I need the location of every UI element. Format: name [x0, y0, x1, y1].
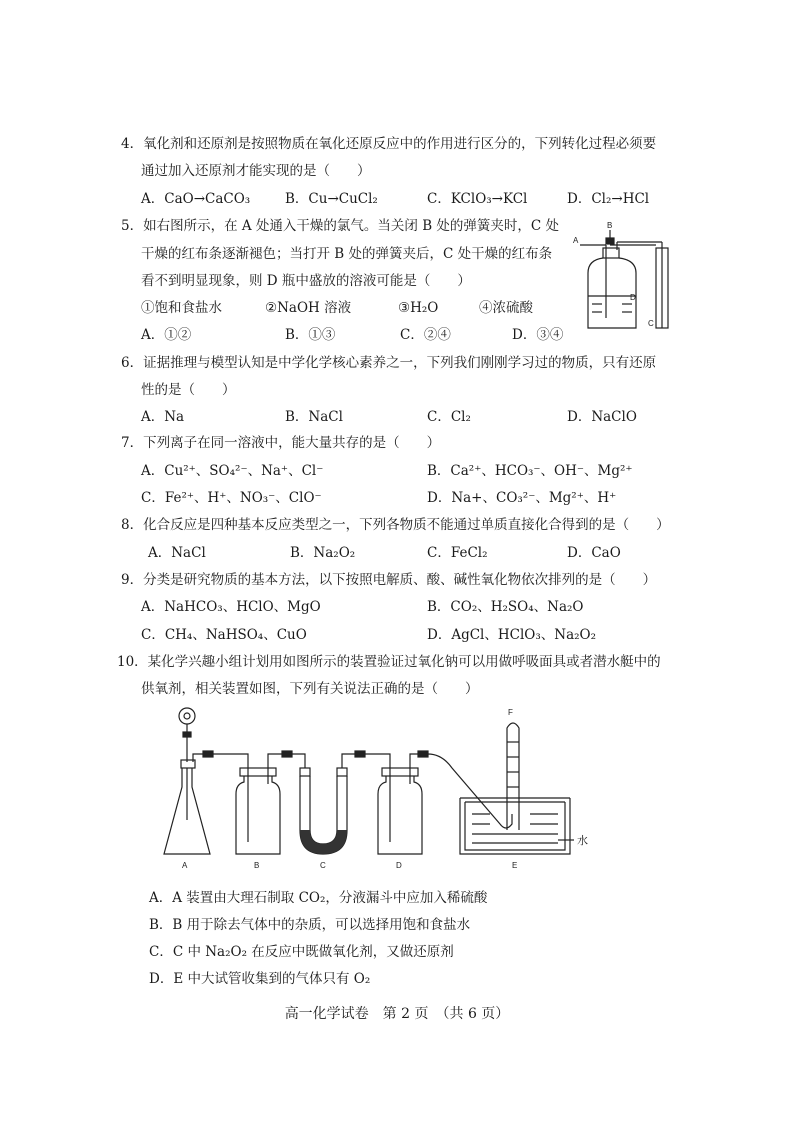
q5-option-b: B．①③ — [285, 327, 336, 343]
q10-apparatus-figure — [160, 702, 600, 870]
q5-stem-line2: 干燥的红布条逐渐褪色；当打开 B 处的弹簧夹后，C 处干燥的红布条 — [141, 246, 553, 262]
q10-stem-line2: 供氧剂，相关装置如图，下列有关说法正确的是（ ） — [141, 681, 479, 697]
q5-option-a: A．①② — [141, 327, 192, 343]
q9-stem: 9．分类是研究物质的基本方法，以下按照电解质、酸、碱性氧化物依次排列的是（ ） — [121, 572, 657, 588]
q4-stem-line1: 4．氧化剂和还原剂是按照物质在氧化还原反应中的作用进行区分的，下列转化过程必须要 — [121, 136, 657, 152]
q10-label-f: F — [508, 708, 513, 717]
q10-option-c: C．C 中 Na₂O₂ 在反应中既做氧化剂，又做还原剂 — [149, 944, 454, 960]
q6-option-a: A．Na — [141, 409, 185, 425]
q5-option-d: D．③④ — [512, 327, 564, 343]
q6-stem-line2: 性的是（ ） — [141, 382, 236, 398]
q10-stem-line1: 10．某化学兴趣小组计划用如图所示的装置验证过氧化钠可以用做呼吸面具或者潜水艇中的 — [117, 654, 661, 670]
q7-option-d: D．Na+、CO₃²⁻、Mg²⁺、H⁺ — [427, 490, 617, 506]
q5-label-b: B — [607, 221, 613, 230]
q9-option-b: B．CO₂、H₂SO₄、Na₂O — [427, 599, 584, 615]
q4-option-c: C．KClO₃→KCl — [427, 191, 528, 207]
q5-choice-2: ②NaOH 溶液 — [265, 300, 352, 316]
q5-label-a: A — [573, 236, 579, 245]
q5-choice-1: ①饱和食盐水 — [141, 300, 222, 316]
q9-option-c: C．CH₄、NaHSO₄、CuO — [141, 627, 307, 643]
q10-label-water: 水 — [577, 834, 588, 847]
q5-apparatus-figure — [570, 218, 682, 336]
q4-option-d: D．Cl₂→HCl — [567, 191, 650, 207]
q8-option-a: A．NaCl — [148, 545, 206, 561]
q6-option-b: B．NaCl — [285, 409, 343, 425]
q4-option-a: A．CaO→CaCO₃ — [141, 191, 251, 207]
q8-stem: 8．化合反应是四种基本反应类型之一，下列各物质不能通过单质直接化合得到的是（ ） — [121, 517, 670, 533]
q6-option-c: C．Cl₂ — [427, 409, 471, 425]
q7-stem: 7．下列离子在同一溶液中，能大量共存的是（ ） — [121, 435, 441, 451]
q7-option-b: B．Ca²⁺、HCO₃⁻、OH⁻、Mg²⁺ — [427, 463, 633, 479]
page-footer: 高一化学试卷 第 2 页 （共 6 页） — [284, 1006, 510, 1022]
q5-option-c: C．②④ — [400, 327, 451, 343]
q5-label-c: C — [648, 319, 654, 328]
q8-option-d: D．CaO — [567, 545, 621, 561]
q7-option-c: C．Fe²⁺、H⁺、NO₃⁻、ClO⁻ — [141, 490, 322, 506]
q8-option-b: B．Na₂O₂ — [290, 545, 356, 561]
q10-label-e: E — [512, 861, 518, 870]
q5-stem-line3: 看不到明显现象，则 D 瓶中盛放的溶液可能是（ ） — [141, 273, 471, 289]
q10-label-a: A — [182, 861, 188, 870]
q4-option-b: B．Cu→CuCl₂ — [285, 191, 378, 207]
q4-stem-line2: 通过加入还原剂才能实现的是（ ） — [141, 163, 371, 179]
q9-option-a: A．NaHCO₃、HClO、MgO — [141, 599, 321, 615]
q10-label-c: C — [320, 861, 326, 870]
q8-option-c: C．FeCl₂ — [427, 545, 488, 561]
q10-option-d: D．E 中大试管收集到的气体只有 O₂ — [149, 971, 371, 987]
q10-option-b: B．B 用于除去气体中的杂质，可以选择用饱和食盐水 — [149, 917, 471, 933]
q5-stem-line1: 5．如右图所示，在 A 处通入干燥的氯气。当关闭 B 处的弹簧夹时，C 处 — [121, 218, 560, 234]
q6-stem-line1: 6．证据推理与模型认知是中学化学核心素养之一，下列我们刚刚学习过的物质，只有还原 — [121, 355, 657, 371]
q10-option-a: A．A 装置由大理石制取 CO₂，分液漏斗中应加入稀硫酸 — [149, 890, 488, 906]
q6-option-d: D．NaClO — [567, 409, 637, 425]
q10-label-d: D — [396, 861, 402, 870]
q9-option-d: D．AgCl、HClO₃、Na₂O₂ — [427, 627, 597, 643]
q10-label-b: B — [254, 861, 260, 870]
q5-choice-3: ③H₂O — [398, 300, 439, 316]
q5-choice-4: ④浓硫酸 — [479, 300, 533, 316]
q7-option-a: A．Cu²⁺、SO₄²⁻、Na⁺、Cl⁻ — [141, 463, 324, 479]
q5-label-d: D — [630, 293, 636, 302]
